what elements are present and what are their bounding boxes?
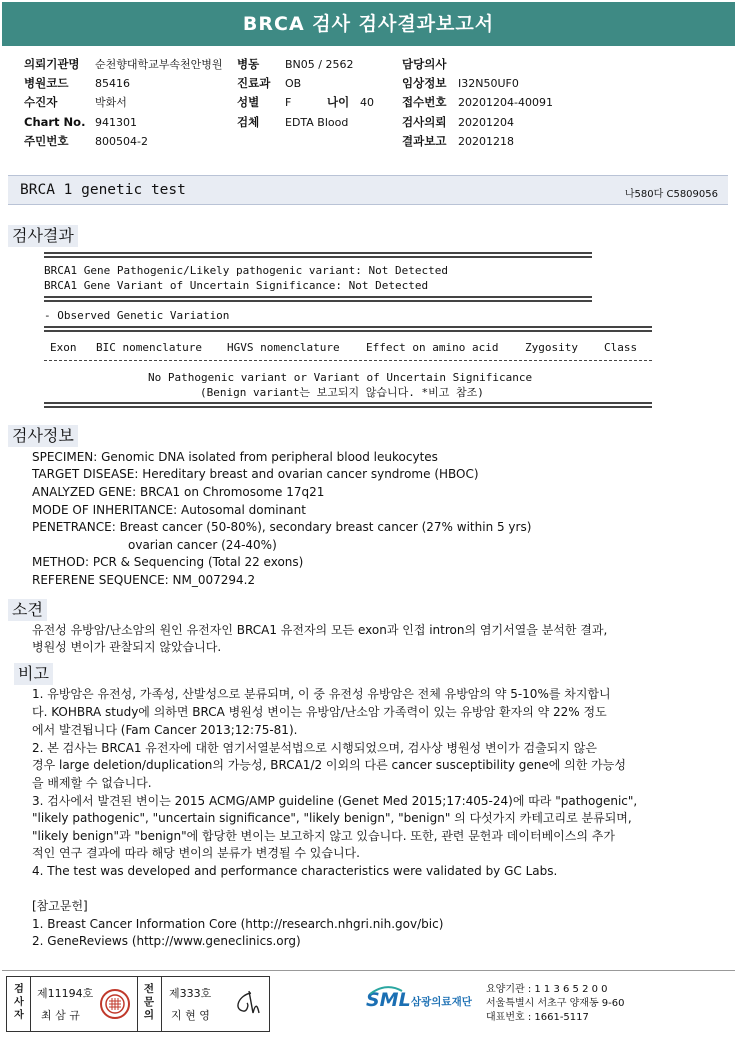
info-label: 접수번호 [402, 95, 447, 109]
info-line: REFERENE SEQUENCE: NM_007294.2 [32, 573, 256, 587]
column-header: Class [604, 341, 638, 354]
signature-icon [229, 987, 263, 1021]
seal-pattern-icon [102, 991, 128, 1017]
info-line: ovarian cancer (24-40%) [128, 538, 277, 552]
info-line: SPECIMEN: Genomic DNA isolated from peripheral blood leukocytes [32, 450, 438, 464]
info-value: I32N50UF0 [458, 77, 519, 90]
specialist-name: 지 현 영 [171, 1009, 210, 1022]
info-line: METHOD: PCR & Sequencing (Total 22 exons) [32, 555, 304, 569]
info-line: ANALYZED GENE: BRCA1 on Chromosome 17q21 [32, 485, 325, 499]
org-address: 서울특별시 서초구 양재동 9-60 [486, 998, 625, 1009]
remark-line: 2. 본 검사는 BRCA1 유전자에 대한 염기서열분석법으로 시행되었으며, 검사상 병원성 변이가 검출되지 않은 [32, 741, 597, 755]
test-header [8, 175, 728, 205]
info-value: 순천향대학교부속천안병원 [95, 58, 223, 71]
sml-logo-mark: SML [366, 989, 411, 1011]
info-value: OB [285, 77, 302, 90]
opinion-line: 병원성 변이가 관찰되지 않았습니다. [32, 640, 222, 654]
divider [30, 977, 31, 1031]
remarks-section-label: 비고 [14, 663, 53, 685]
info-value: 800504-2 [95, 135, 148, 148]
no-variant-note: (Benign variant는 보고되지 않습니다. *비고 참조) [200, 386, 484, 399]
test-name: BRCA 1 genetic test [20, 182, 186, 198]
remark-line: 4. The test was developed and performance characteristics were validated by GC Labs. [32, 864, 558, 878]
info-label: 수진자 [24, 95, 58, 109]
info-line: MODE OF INHERITANCE: Autosomal dominant [32, 503, 306, 517]
info-label: 검사의뢰 [402, 115, 447, 129]
age-value: 40 [360, 96, 374, 109]
remark-line: 적인 연구 결과에 따라 해당 변이의 분류가 변경될 수 있습니다. [32, 846, 360, 860]
info-value: 85416 [95, 77, 130, 90]
info-value: 박화서 [95, 96, 127, 109]
sml-logo [366, 987, 478, 1021]
age-label: 나이 [327, 95, 350, 109]
signature-box [6, 976, 270, 1032]
divider [44, 402, 652, 408]
remark-line: 경우 large deletion/duplication의 가능성, BRCA1/2 이외의 다른 cancer susceptibility gene에 의한 가능성 [32, 758, 626, 772]
column-header: Effect on amino acid [366, 341, 499, 354]
column-header: Exon [50, 341, 77, 354]
reference-item: 1. Breast Cancer Information Core (http://research.nhgri.nih.gov/bic) [32, 917, 444, 931]
remark-line: 3. 검사에서 발견된 변이는 2015 ACMG/AMP guideline (Genet Med 2015;17:405-24)에 따라 "pathogenic", [32, 794, 638, 808]
footer [2, 970, 735, 1036]
info-section-label: 검사정보 [8, 425, 78, 447]
info-label: 진료과 [237, 76, 271, 90]
info-label: 결과보고 [402, 134, 447, 148]
reference-item: 2. GeneReviews (http://www.geneclinics.org) [32, 934, 301, 948]
info-value: 20201204-40091 [458, 96, 553, 109]
seal-stamp [100, 989, 130, 1019]
result-line: BRCA1 Gene Pathogenic/Likely pathogenic variant: Not Detected [44, 264, 448, 277]
remark-line: "likely pathogenic", "uncertain significance", "likely benign", "benign" 의 다섯가지 카테고리로 분류되며, [32, 811, 632, 825]
info-label: 주민번호 [24, 134, 69, 148]
info-value: EDTA Blood [285, 116, 349, 129]
info-value: 941301 [95, 116, 137, 129]
info-label: 검체 [237, 115, 260, 129]
tester-label-text: 검사자 [14, 984, 24, 1021]
column-header: BIC nomenclature [96, 341, 202, 354]
specialist-label [138, 983, 160, 1022]
info-label: 병원코드 [24, 76, 69, 90]
org-code: 요양기관 : 1 1 3 6 5 2 0 0 [486, 984, 608, 995]
opinion-section-label: 소견 [8, 599, 47, 621]
info-value: BN05 / 2562 [285, 58, 354, 71]
specialist-label-text: 전문의 [143, 983, 155, 1021]
info-value: 20201204 [458, 116, 514, 129]
report-title: BRCA 검사 검사결과보고서 [2, 2, 735, 46]
observed-label: - Observed Genetic Variation [44, 309, 230, 322]
test-code: 나580다 C5809056 [624, 189, 718, 200]
remark-line: 에서 발견됩니다 (Fam Cancer 2013;12:75-81). [32, 723, 298, 737]
info-label: 담당의사 [402, 57, 447, 71]
info-value: 20201218 [458, 135, 514, 148]
no-variant-line: No Pathogenic variant or Variant of Uncertain Significance [148, 371, 533, 384]
column-header: Zygosity [525, 341, 578, 354]
info-value: F [285, 96, 292, 109]
tester-name: 최 삼 규 [41, 1009, 80, 1022]
tester-license: 제11194호 [37, 987, 94, 1000]
remark-line: 다. KOHBRA study에 의하면 BRCA 병원성 변이는 유방암/난소암 가족력이 있는 유방암 환자의 약 22% 정도 [32, 705, 607, 719]
tester-label [8, 983, 30, 1022]
references-title: [참고문헌] [32, 899, 88, 913]
remark-line: 1. 유방암은 유전성, 가족성, 산발성으로 분류되며, 이 중 유전성 유방암은 전체 유방암의 약 5-10%를 차지합니 [32, 687, 611, 701]
opinion-line: 유전성 유방암/난소암의 원인 유전자인 BRCA1 유전자의 모든 exon과 인접 intron의 염기서열을 분석한 결과, [32, 623, 608, 637]
column-header: HGVS nomenclature [227, 341, 340, 354]
org-phone: 대표번호 : 1661-5117 [486, 1012, 589, 1023]
info-label: 임상정보 [402, 76, 447, 90]
specialist-license: 제333호 [169, 987, 212, 1000]
info-label: 성별 [237, 95, 260, 109]
info-label: Chart No. [24, 115, 86, 129]
result-line: BRCA1 Gene Variant of Uncertain Significance: Not Detected [44, 279, 429, 292]
org-name: 삼광의료재단 [411, 996, 472, 1008]
logo-arc-icon [368, 985, 404, 995]
divider [161, 977, 162, 1031]
remark-line: "likely benign"과 "benign"에 합당한 변이는 보고하지 않고 있습니다. 또한, 관련 문헌과 데이터베이스의 추가 [32, 829, 615, 843]
divider [44, 360, 652, 361]
info-line: PENETRANCE: Breast cancer (50-80%), secondary breast cancer (27% within 5 yrs) [32, 520, 532, 534]
result-section-label: 검사결과 [8, 225, 78, 247]
divider [44, 326, 652, 332]
divider [44, 252, 592, 258]
org-info [486, 983, 625, 1025]
info-label: 병동 [237, 57, 260, 71]
remark-line: 을 배제할 수 없습니다. [32, 776, 152, 790]
divider [44, 296, 592, 302]
info-label: 의뢰기관명 [24, 57, 80, 71]
info-line: TARGET DISEASE: Hereditary breast and ovarian cancer syndrome (HBOC) [32, 467, 479, 481]
